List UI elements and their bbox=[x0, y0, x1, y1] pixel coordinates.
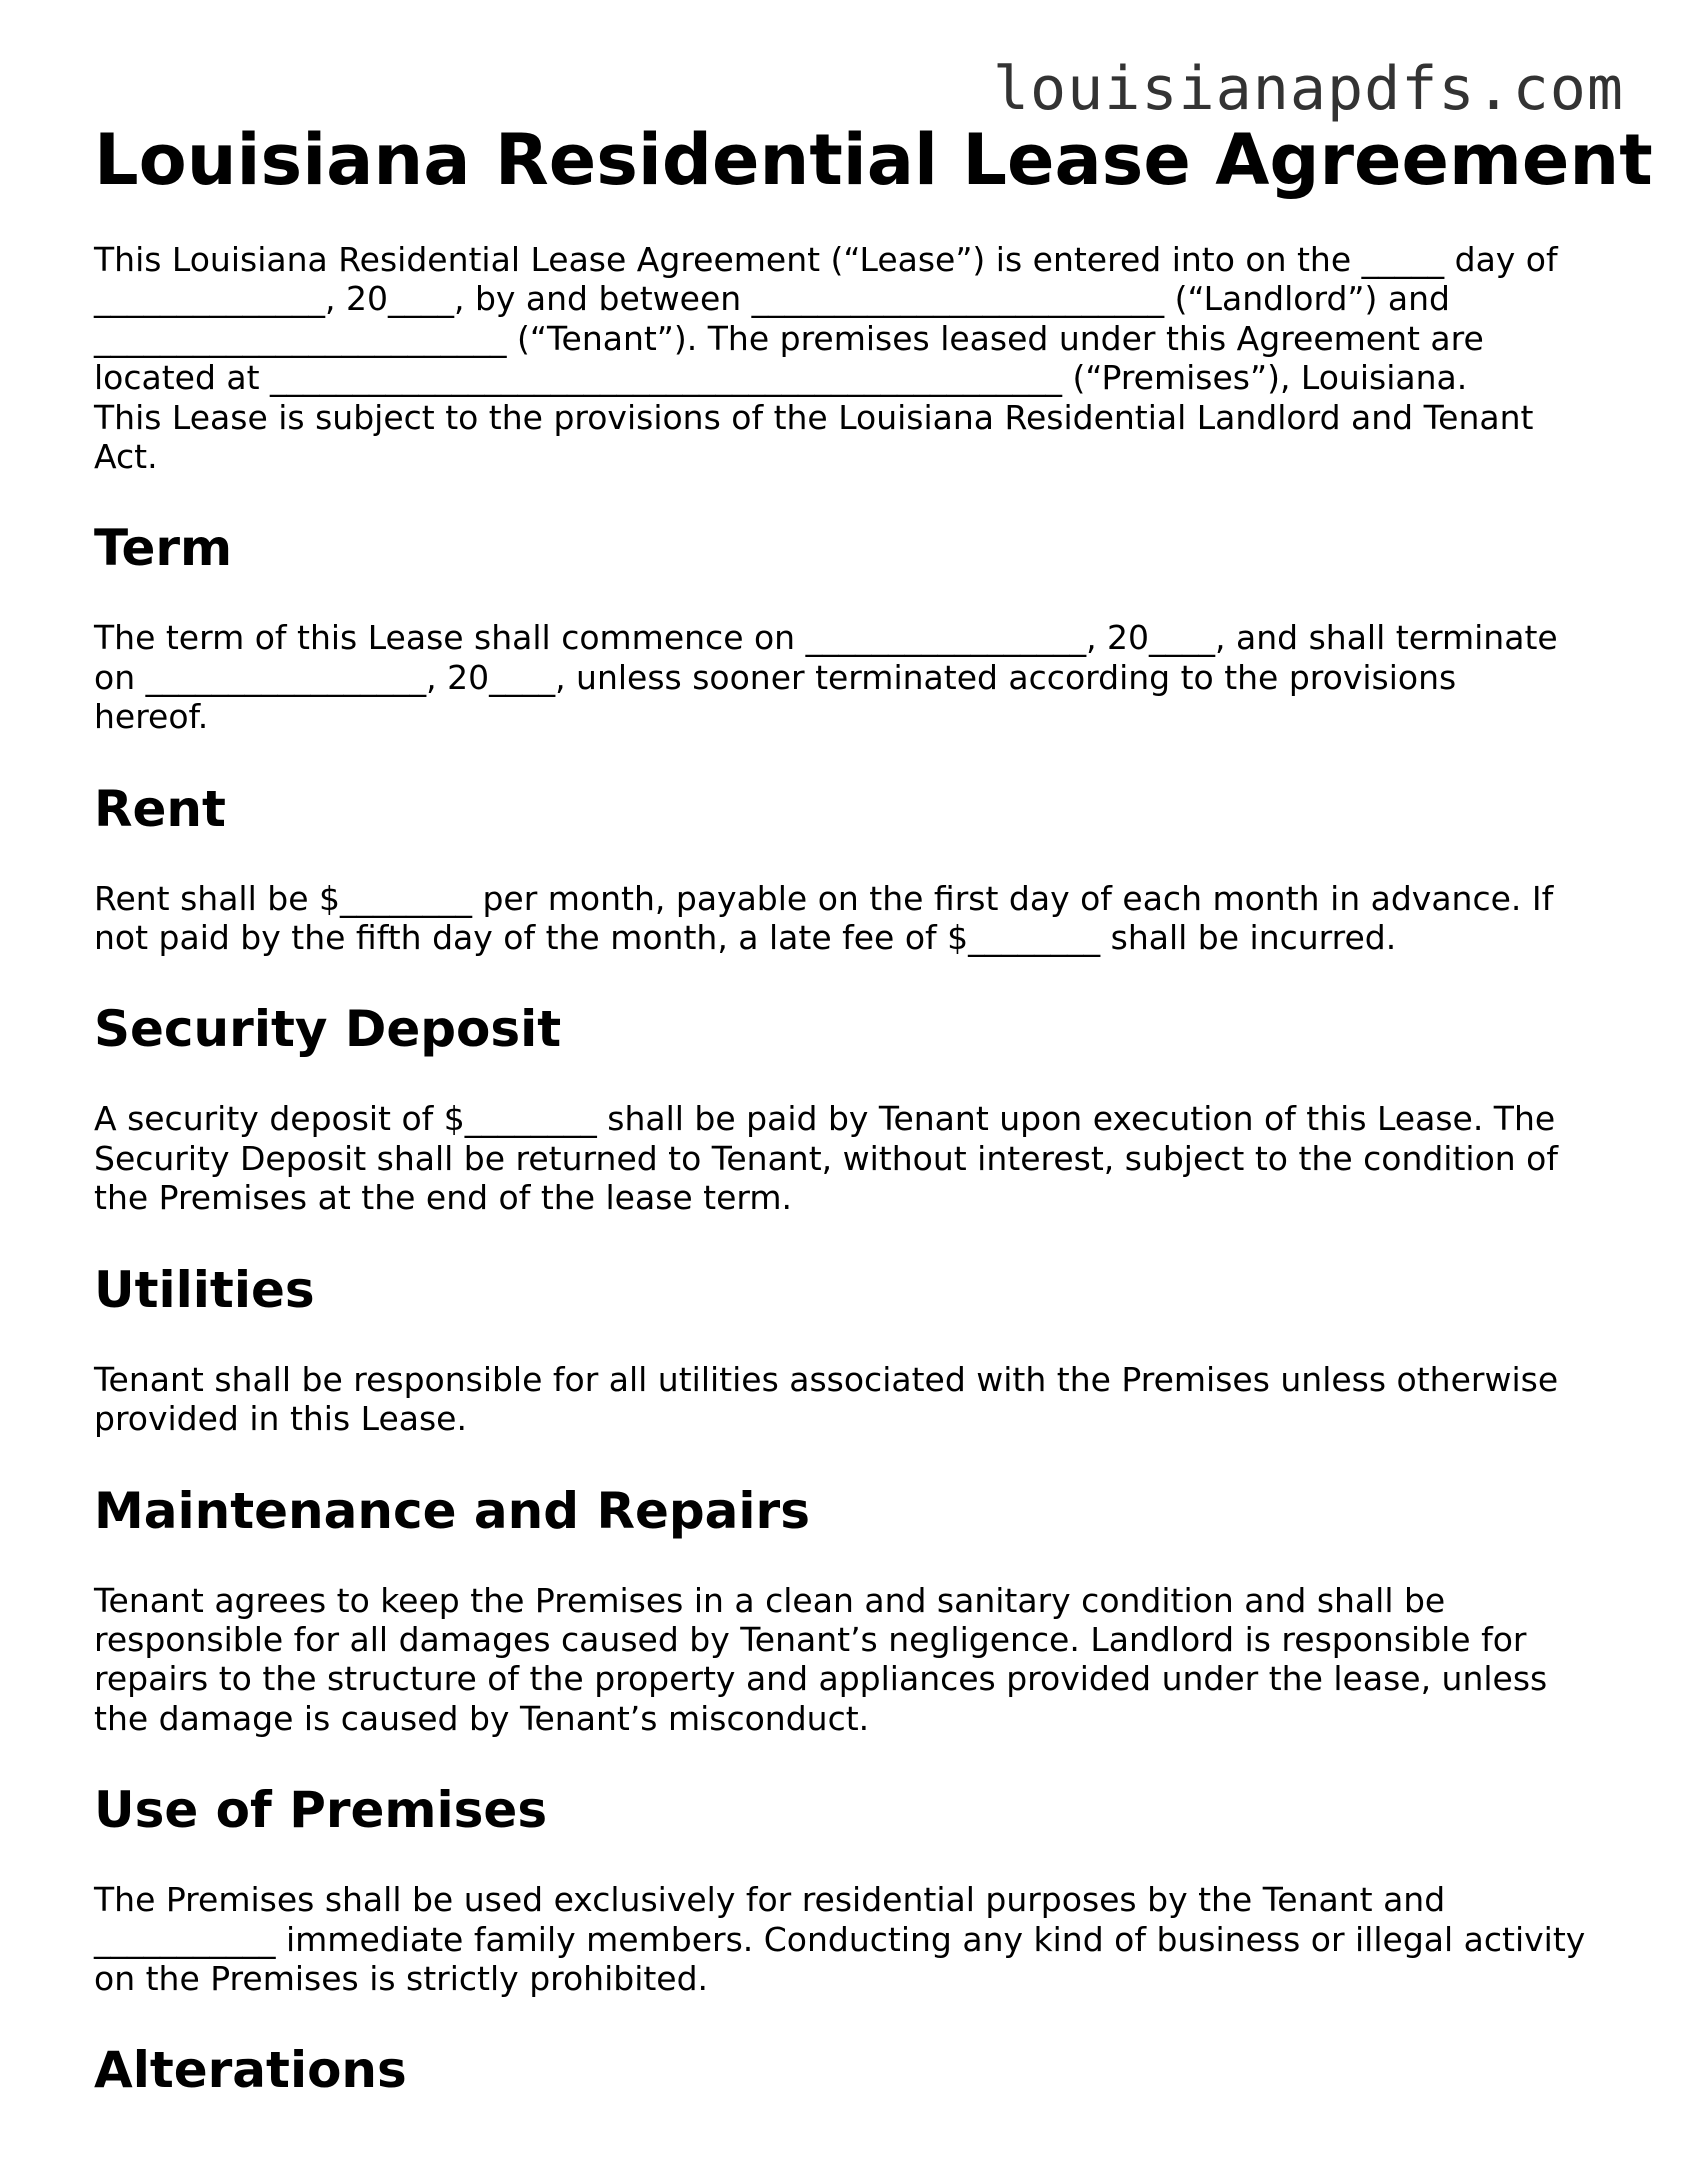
intro-paragraph: This Louisiana Residential Lease Agreement (“Lease”) is entered into on the _____ day of ______________, 20____, by and between _________________________ (“Landlord”) and _________________________ (“Tenant”). The premises leased under this Agreement are located at ________________________________________________ (“Premises”), Louisiana. This Lease is subject to the provisions of the Louisiana Residential Landlord and Tenant Act. bbox=[94, 240, 1558, 477]
section-term bbox=[94, 518, 1604, 736]
section-heading: Alterations bbox=[94, 2041, 407, 2100]
section-use-of-premises bbox=[94, 1780, 1604, 1998]
section-security-deposit bbox=[94, 999, 1604, 1217]
section-body: A security deposit of $________ shall be paid by Tenant upon execution of this Lease. The Security Deposit shall be returned to Tenant, without interest, subject to the condition of the Premises at the end of the lease term. bbox=[94, 1099, 1558, 1218]
section-rent bbox=[94, 779, 1604, 958]
section-body: Tenant shall be responsible for all utilities associated with the Premises unless otherwise provided in this Lease. bbox=[94, 1359, 1559, 1439]
section-body: Rent shall be $________ per month, payable on the first day of each month in advance. If not paid by the fifth day of the month, a late fee of $________ shall be incurred. bbox=[94, 878, 1554, 958]
section-heading: Use of Premises bbox=[94, 1781, 548, 1840]
section-heading: Utilities bbox=[94, 1260, 315, 1319]
section-heading: Maintenance and Repairs bbox=[94, 1481, 810, 1540]
site-watermark: louisianapdfs.com bbox=[992, 54, 1624, 124]
section-alterations bbox=[94, 2040, 1604, 2100]
section-body: Tenant agrees to keep the Premises in a clean and sanitary condition and shall be responsible for all damages caused by Tenant’s negligence. Landlord is responsible for repairs to the structure of the property and appliances provided under the lease, unless the damage is caused by Tenant’s misconduct. bbox=[94, 1580, 1548, 1738]
document-content bbox=[94, 118, 1653, 2100]
section-maintenance-and-repairs bbox=[94, 1481, 1604, 1739]
section-body: The Premises shall be used exclusively for residential purposes by the Tenant and ___________ immediate family members. Conducting any kind of business or illegal activity on the Premises is strictly prohibited. bbox=[94, 1880, 1586, 1998]
section-heading: Rent bbox=[94, 779, 226, 838]
section-heading: Security Deposit bbox=[94, 1000, 562, 1059]
section-heading: Term bbox=[94, 519, 233, 578]
section-body: The term of this Lease shall commence on _________________, 20____, and shall terminate on _________________, 20____, unless sooner terminated according to the provisions hereof. bbox=[94, 618, 1558, 737]
section-utilities bbox=[94, 1260, 1604, 1439]
document-title: Louisiana Residential Lease Agreement bbox=[94, 119, 1653, 201]
